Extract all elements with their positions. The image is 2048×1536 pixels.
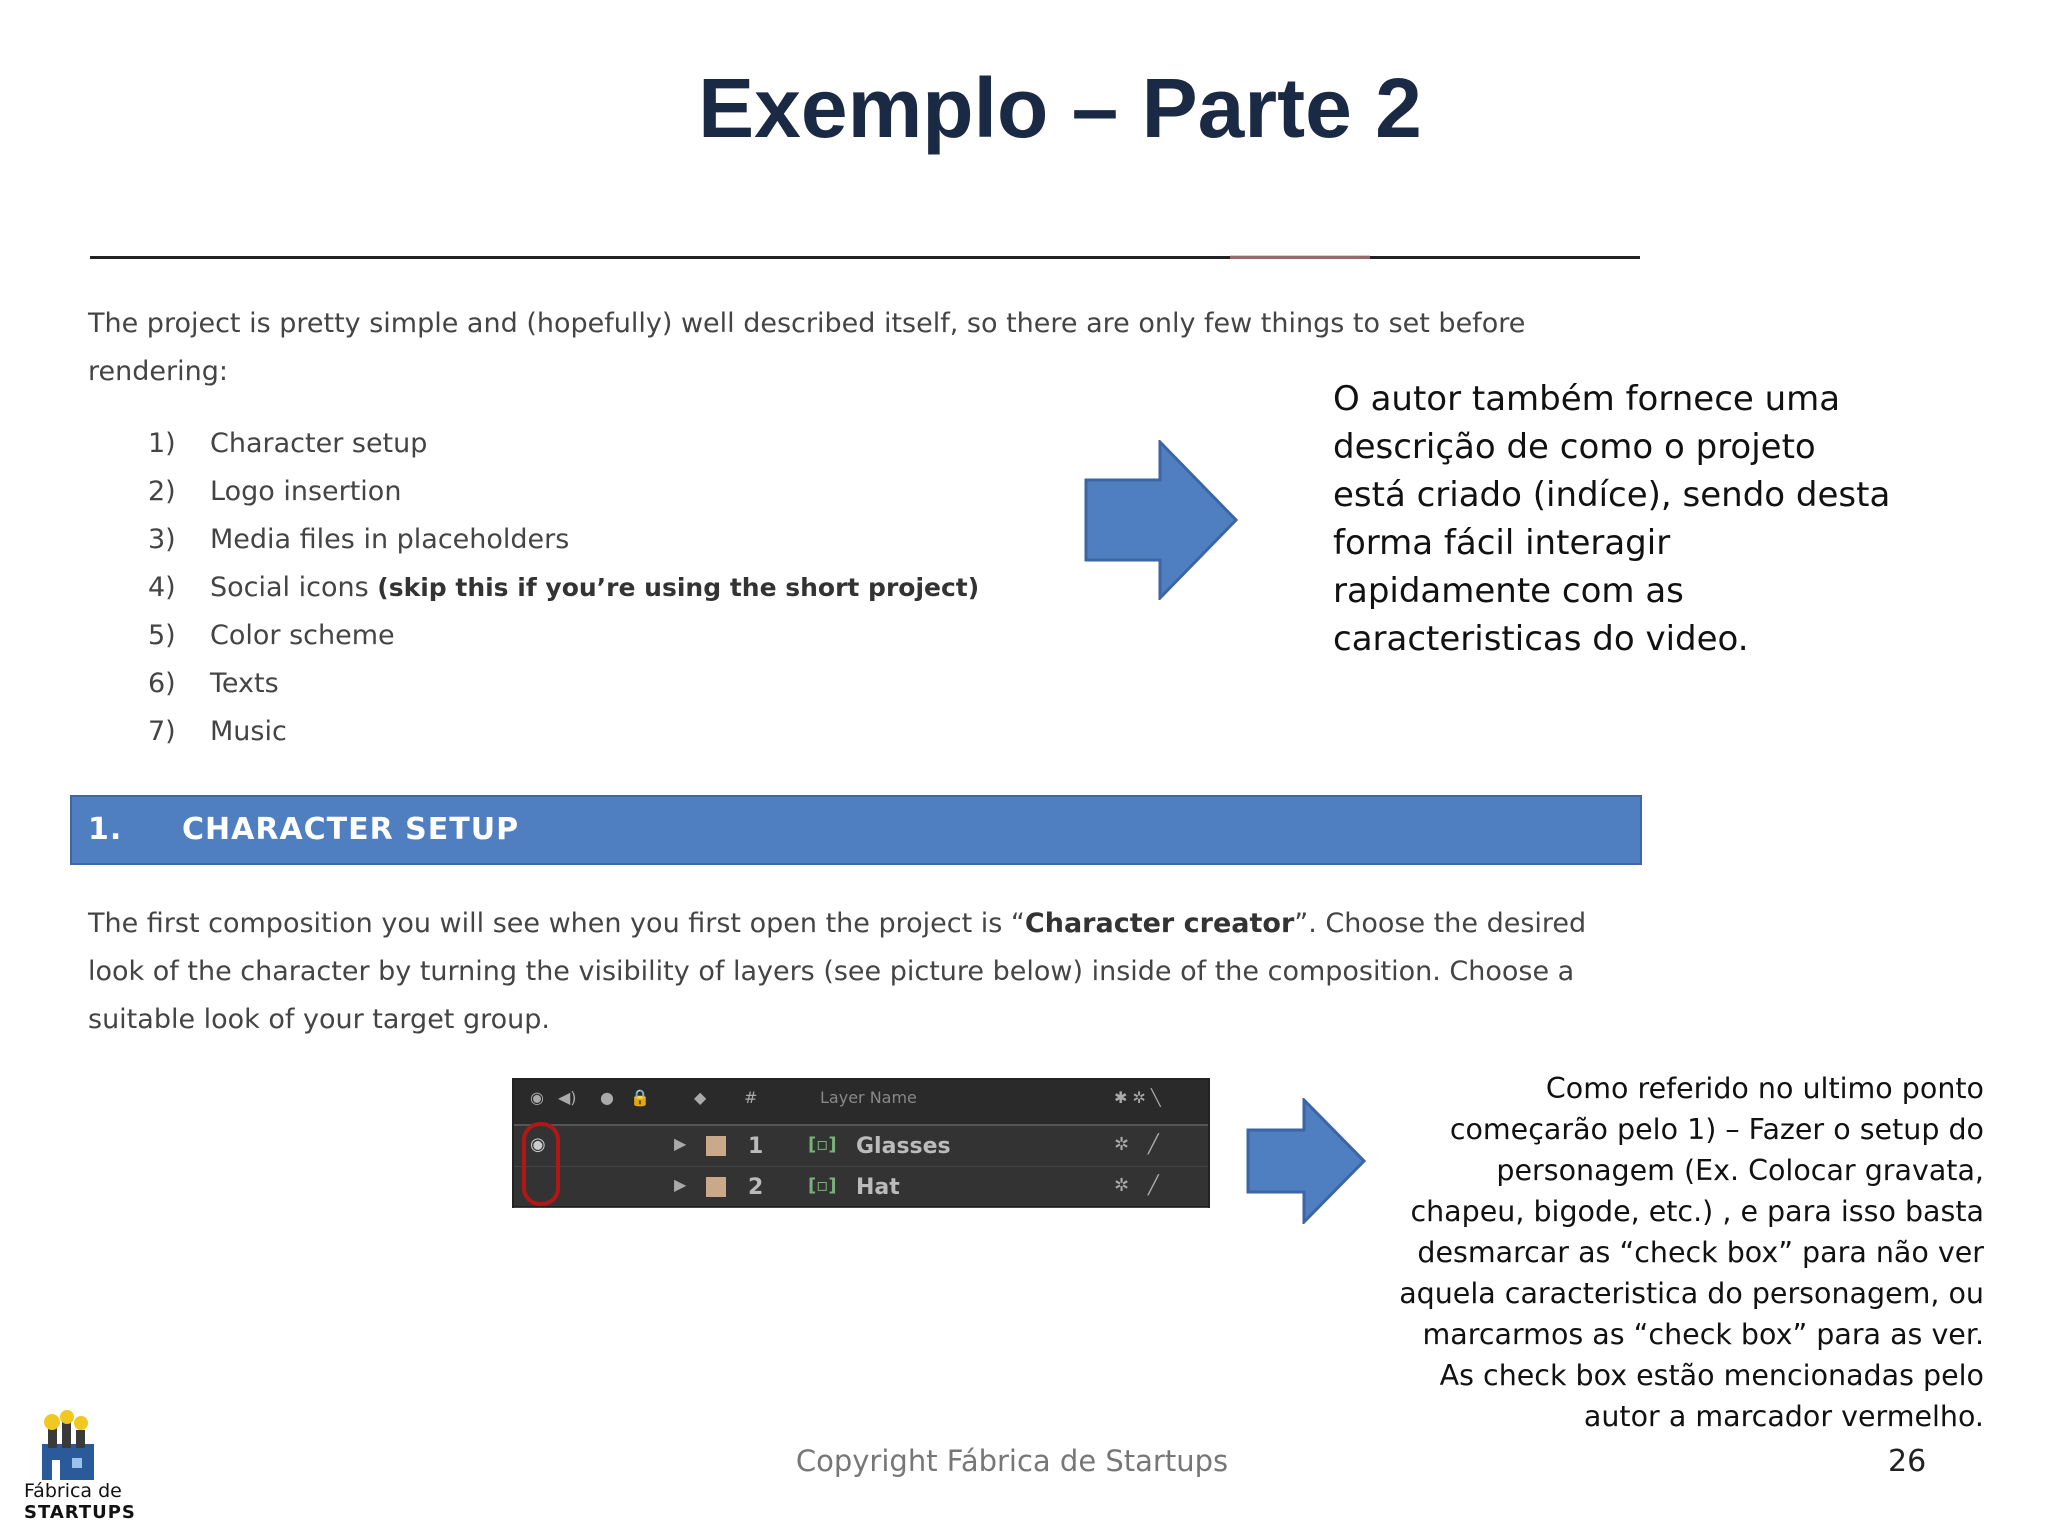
layer-name-header: Layer Name: [820, 1088, 917, 1107]
comp-icon: [▫]: [808, 1175, 837, 1196]
label-color: [706, 1177, 726, 1197]
layer-index: 1: [748, 1134, 764, 1159]
lock-icon: 🔒: [630, 1088, 650, 1107]
list-item: 6) Texts: [148, 668, 279, 699]
layer-index: 2: [748, 1175, 764, 1200]
note-character-setup: Como referido no ultimo ponto começarão pelo 1) – Fazer o setup do personagem (Ex. Colocar gravata, chapeu, bigode, etc.) , e para isso basta desmarcar as “check box” para não ver aquela caracteristica do personagem, ou marcarmos as “check box” para as ver. As check box estão mencionadas pelo autor a marcador vermelho.: [1399, 1072, 1984, 1433]
switches-icon: ✲ ╱: [1114, 1175, 1159, 1196]
list-item: 2) Logo insertion: [148, 476, 402, 507]
eye-icon: ◉: [530, 1088, 544, 1107]
layer-row: [514, 1126, 1208, 1167]
speaker-icon: ◀): [558, 1088, 577, 1107]
label-icon: ◆: [694, 1088, 707, 1107]
section-number: 1.: [88, 812, 123, 847]
switches-icon: ✱ ✲ ╲: [1114, 1088, 1161, 1107]
right-arrow-icon: [1246, 1098, 1366, 1224]
logo-line1: Fábrica de: [24, 1480, 122, 1502]
list-item: 4) Social icons (skip this if you’re using the short project): [148, 572, 980, 603]
list-item: 1) Character setup: [148, 428, 428, 459]
list-item: 5) Color scheme: [148, 620, 395, 651]
layer-name: Hat: [856, 1175, 900, 1200]
expand-icon: ▶: [674, 1134, 687, 1153]
note-index-description: O autor também fornece uma descrição de como o projeto está criado (indíce), sendo desta forma fácil interagir rapidamente com as caracteristicas do video.: [1333, 379, 1891, 659]
footer-copyright: Copyright Fábrica de Startups: [795, 1444, 1229, 1478]
expand-icon: ▶: [674, 1175, 687, 1194]
slide-title: Exemplo – Parte 2: [698, 61, 1422, 155]
right-arrow-icon: [1084, 440, 1238, 600]
switches-icon: ✲ ╱: [1114, 1134, 1159, 1155]
eye-icon: ◉: [530, 1134, 546, 1155]
layer-name: Glasses: [856, 1134, 951, 1159]
document-body: The first composition you will see when you first open the project is “Character creator”. Choose the desired look of the character by turning the visibility of layers (see picture below) inside of the composition. Choose a suitable look of your target group.: [88, 908, 1587, 1035]
factory-logo-icon: [24, 1410, 114, 1482]
section-heading: [70, 795, 1642, 865]
solo-icon: ●: [600, 1088, 614, 1107]
document-intro: The project is pretty simple and (hopefully) well described itself, so there are only few things to set before rendering:: [88, 308, 1526, 387]
document-list: [148, 420, 1148, 756]
document-rule-accent: [1230, 255, 1370, 259]
list-item: 7) Music: [148, 716, 287, 747]
logo-line2: STARTUPS: [24, 1502, 136, 1523]
document-rule: [90, 256, 1640, 259]
comp-icon: [▫]: [808, 1134, 837, 1155]
label-color: [706, 1136, 726, 1156]
layers-header: [514, 1080, 1208, 1126]
red-marker-circle: [522, 1122, 560, 1206]
hash-icon: #: [744, 1088, 758, 1107]
section-title: CHARACTER SETUP: [182, 812, 520, 847]
company-logo: [24, 1410, 144, 1523]
list-item: 3) Media files in placeholders: [148, 524, 570, 555]
layers-panel-screenshot: [512, 1078, 1210, 1208]
layer-row: [514, 1167, 1208, 1208]
page-number: 26: [1888, 1444, 1927, 1479]
